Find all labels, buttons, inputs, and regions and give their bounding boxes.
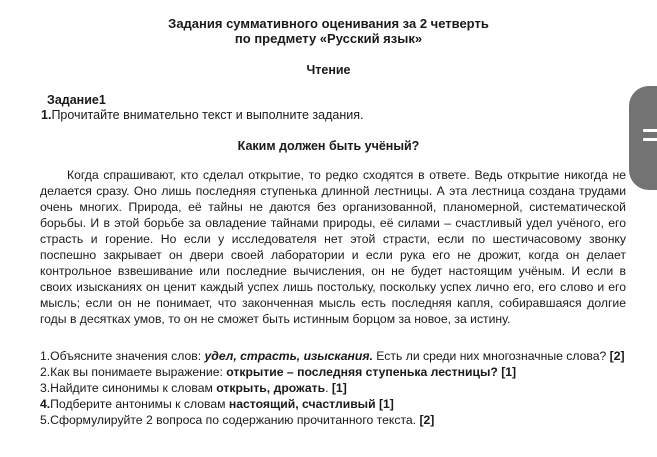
task-instruction [41,108,364,122]
header-line-2: по предмету «Русский язык» [234,31,423,46]
question-1-text-2: Есть ли среди них многозначные слова? [372,349,610,363]
question-5-text: 5.Сформулируйте 2 вопроса по содержанию прочитанного текста. [40,413,420,427]
question-1-text: 1.Объясните значения слов: [40,349,205,363]
menu-icon-bar [643,138,657,141]
question-3 [40,380,628,396]
header-line-1: Задания суммативного оценивания за 2 четверть [168,16,489,31]
text-title: Каким должен быть учёный? [237,139,420,153]
question-3-text: 3.Найдите синонимы к словам [40,381,217,395]
question-1 [40,348,628,364]
question-1-emph: удел, страсть, изыскания. [204,349,373,363]
question-3-score: [1] [331,381,347,395]
side-menu-tab[interactable] [629,86,657,190]
question-4-number: 4. [40,397,51,411]
question-4 [40,396,628,412]
task-title: Задание1 [47,93,106,107]
question-2-emph: открытие – последняя ступенька лестницы? [1] [226,365,517,379]
section-title: Чтение [306,63,351,77]
question-1-score: [2] [609,349,625,363]
question-5-score: [2] [419,413,435,427]
questions-list [40,348,628,428]
question-4-emph: настоящий, счастливый [1] [228,397,394,411]
instruction-number: 1. [41,108,52,122]
question-2 [40,364,628,380]
question-3-text-2: . [325,381,332,395]
instruction-text: Прочитайте внимательно текст и выполните задания. [51,108,364,122]
question-5 [40,412,628,428]
menu-icon [643,129,657,132]
question-3-emph: открыть, дрожать [216,381,326,395]
question-2-text: 2.Как вы понимаете выражение: [40,365,227,379]
reading-text: Когда спрашивают, кто сделал открытие, то редко сходятся в ответе. Ведь открытие никогда не делается сразу. Оно лишь последняя ступенька длинной лестницы. А эта лестница создана трудами очень многих. Природа, её тайны не даются без организованной, планомерной, систематической борьбы. И в этой борьбе за овладение тайнами природы, её силами – счастливый удел учёного, его страсть и горение. Но если у исследователя нет этой страсти, если по шестичасовому звонку поспешно закрывает он двери своей лаборатории и если рука его не дрожит, когда он делает контрольное взвешивание или последние вычисления, он не будет настоящим учёным. И если в своих изысканиях он ценит каждый успех лишь постольку, поскольку успех лично его, его слово и его мысль; если он не понимает, что законченная мысль есть последняя капля, собиравшаяся долгие годы в десятках умов, то он не сможет быть истинным борцом за новое, за истину. [40,168,626,326]
question-4-text: Подберите антонимы к словам [50,397,229,411]
